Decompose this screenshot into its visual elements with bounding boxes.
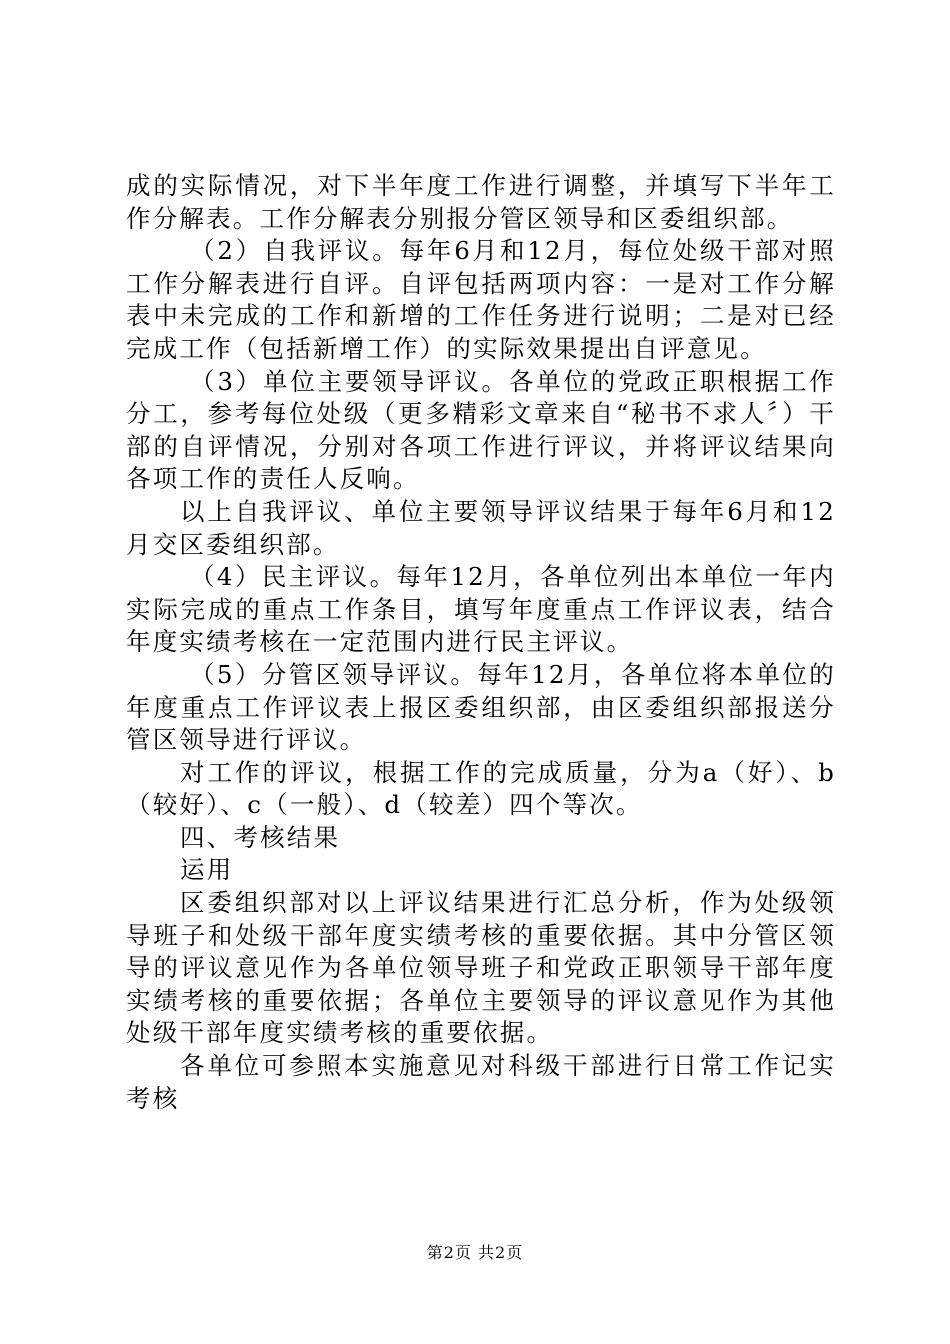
paragraph-results-use: 区委组织部对以上评议结果进行汇总分析，作为处级领导班子和处级干部年度实绩考核的重要依据。其中分管区领导的评议意见作为各单位领导班子和党政正职领导干部年度实绩考核的重要依据；各单位主要领导的评议意见作为其他处级干部年度实绩考核的重要依据。 <box>126 888 836 1048</box>
paragraph-continuation: 成的实际情况，对下半年度工作进行调整，并填写下半年工作分解表。工作分解表分别报分管区领导和区委组织部。 <box>126 171 836 233</box>
document-body <box>126 170 836 1115</box>
paragraph-submission: 以上自我评议、单位主要领导评议结果于每年6月和12月交区委组织部。 <box>126 496 836 559</box>
paragraph-section-level: 各单位可参照本实施意见对科级干部进行日常工作记实考核 <box>126 1051 836 1113</box>
paragraph-leader-review: （3）单位主要领导评议。各单位的党政正职根据工作分工，参考每位处级（更多精彩文章来自“秘书不求人〞）干部的自评情况，分别对各项工作进行评议，并将评议结果向各项工作的责任人反响。 <box>126 366 836 494</box>
paragraph-district-leader-review: （5）分管区领导评议。每年12月，各单位将本单位的年度重点工作评议表上报区委组织部，由区委组织部报送分管区领导进行评议。 <box>126 659 836 755</box>
paragraph-self-review: （2）自我评议。每年6月和12月，每位处级干部对照工作分解表进行自评。自评包括两项内容：一是对工作分解表中未完成的工作和新增的工作任务进行说明；二是对已经完成工作（包括新增工作）的实际效果提出自评意见。 <box>126 236 836 363</box>
section-heading-continued: 运用 <box>180 855 234 885</box>
paragraph-grading: 对工作的评议，根据工作的完成质量，分为a（好）、b（较好）、c（一般）、d（较差）四个等次。 <box>126 757 836 820</box>
section-heading: 四、考核结果 <box>180 822 341 852</box>
page-number-footer: 第2页 共2页 <box>426 1243 524 1262</box>
paragraph-democratic-review: （4）民主评议。每年12月，各单位列出本单位一年内实际完成的重点工作条目，填写年度重点工作评议表，结合年度实绩考核在一定范围内进行民主评议。 <box>126 562 836 657</box>
